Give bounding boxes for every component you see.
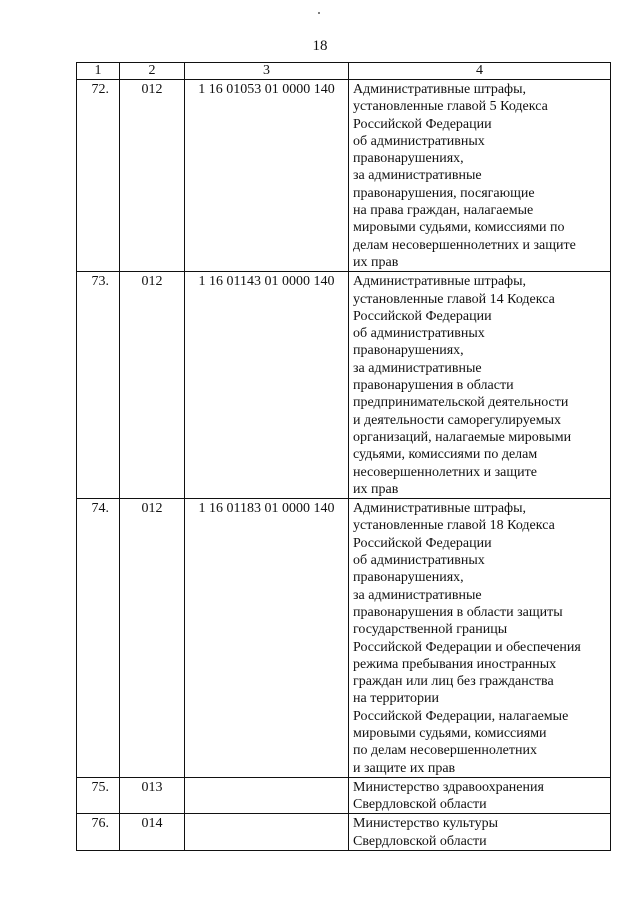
- column-header: 1: [77, 63, 120, 80]
- revenue-description: [349, 272, 611, 499]
- description-line: за административные: [353, 360, 482, 376]
- description-line: об административных: [353, 326, 485, 342]
- description-line: Административные штрафы,: [353, 82, 527, 97]
- description-line: правонарушения в области защиты: [353, 604, 563, 620]
- description-line: режима пребывания иностранных: [353, 656, 557, 672]
- budget-classification-code: 1 16 01183 01 0000 140: [185, 499, 349, 778]
- row-number: 74.: [77, 499, 120, 778]
- table-header-row: [77, 63, 611, 80]
- description-line: правонарушениях,: [353, 570, 464, 586]
- budget-classification-code: [185, 814, 349, 851]
- description-line: на права граждан, налагаемые: [353, 203, 534, 219]
- chapter-code: 014: [120, 814, 185, 851]
- description-line: их прав: [353, 481, 399, 497]
- description-line: судьями, комиссиями по делам: [353, 447, 538, 463]
- chapter-code: 012: [120, 80, 185, 272]
- description-line: правонарушениях,: [353, 151, 464, 167]
- row-number: 75.: [77, 777, 120, 814]
- chapter-code: 013: [120, 777, 185, 814]
- table-body: [77, 80, 611, 851]
- description-line: на территории: [353, 691, 439, 707]
- table-row: [77, 80, 611, 272]
- description-line: Российской Федерации и обеспечения: [353, 639, 581, 655]
- description-line: несовершеннолетних и защите: [353, 464, 537, 480]
- budget-classification-code: [185, 777, 349, 814]
- description-line: Российской Федерации: [353, 535, 492, 551]
- description-line: об административных: [353, 133, 485, 149]
- revenue-description: [349, 80, 611, 272]
- table-row: [77, 814, 611, 851]
- page-number: 18: [312, 38, 328, 54]
- row-number: 76.: [77, 814, 120, 851]
- description-line: мировыми судьями, комиссиями: [353, 725, 547, 741]
- column-header: 4: [349, 63, 611, 80]
- description-line: предпринимательской деятельности: [353, 395, 569, 411]
- chapter-code: 012: [120, 499, 185, 778]
- description-line: установленные главой 5 Кодекса: [353, 99, 548, 115]
- column-header: 3: [185, 63, 349, 80]
- budget-codes-table: [76, 62, 611, 851]
- revenue-description: [349, 777, 611, 814]
- revenue-description: [349, 814, 611, 851]
- description-line: государственной границы: [353, 622, 508, 638]
- description-line: установленные главой 14 Кодекса: [353, 291, 555, 307]
- description-line: установленные главой 18 Кодекса: [353, 518, 555, 534]
- description-line: делам несовершеннолетних и защите: [353, 237, 576, 253]
- description-line: за административные: [353, 587, 482, 603]
- description-line: Министерство здравоохранения: [353, 779, 544, 795]
- description-line: Российской Федерации: [353, 308, 492, 324]
- table-row: [77, 777, 611, 814]
- description-line: и деятельности саморегулируемых: [353, 412, 562, 428]
- table-row: [77, 272, 611, 499]
- description-line: Российской Федерации: [353, 116, 492, 132]
- budget-classification-code: 1 16 01053 01 0000 140: [185, 80, 349, 272]
- column-header: 2: [120, 63, 185, 80]
- description-line: правонарушениях,: [353, 343, 464, 359]
- description-line: Министерство культуры: [353, 816, 498, 832]
- chapter-code: 012: [120, 272, 185, 499]
- description-line: и защите их прав: [353, 760, 456, 776]
- description-line: Свердловской области: [353, 833, 487, 849]
- row-number: 72.: [77, 80, 120, 272]
- description-line: Административные штрафы,: [353, 274, 527, 290]
- description-line: граждан или лиц без гражданства: [353, 674, 554, 690]
- description-line: Административные штрафы,: [353, 501, 527, 517]
- description-line: Свердловской области: [353, 797, 487, 813]
- description-line: организаций, налагаемые мировыми: [353, 429, 572, 445]
- description-line: их прав: [353, 254, 399, 270]
- table-row: [77, 499, 611, 778]
- description-line: Российской Федерации, налагаемые: [353, 708, 569, 724]
- row-number: 73.: [77, 272, 120, 499]
- revenue-description: [349, 499, 611, 778]
- description-line: по делам несовершеннолетних: [353, 743, 537, 759]
- budget-classification-code: 1 16 01143 01 0000 140: [185, 272, 349, 499]
- description-line: правонарушения в области: [353, 378, 514, 394]
- description-line: мировыми судьями, комиссиями по: [353, 220, 565, 236]
- description-line: правонарушения, посягающие: [353, 185, 535, 201]
- description-line: об административных: [353, 553, 485, 569]
- description-line: за административные: [353, 168, 482, 184]
- scan-speck: [318, 12, 320, 14]
